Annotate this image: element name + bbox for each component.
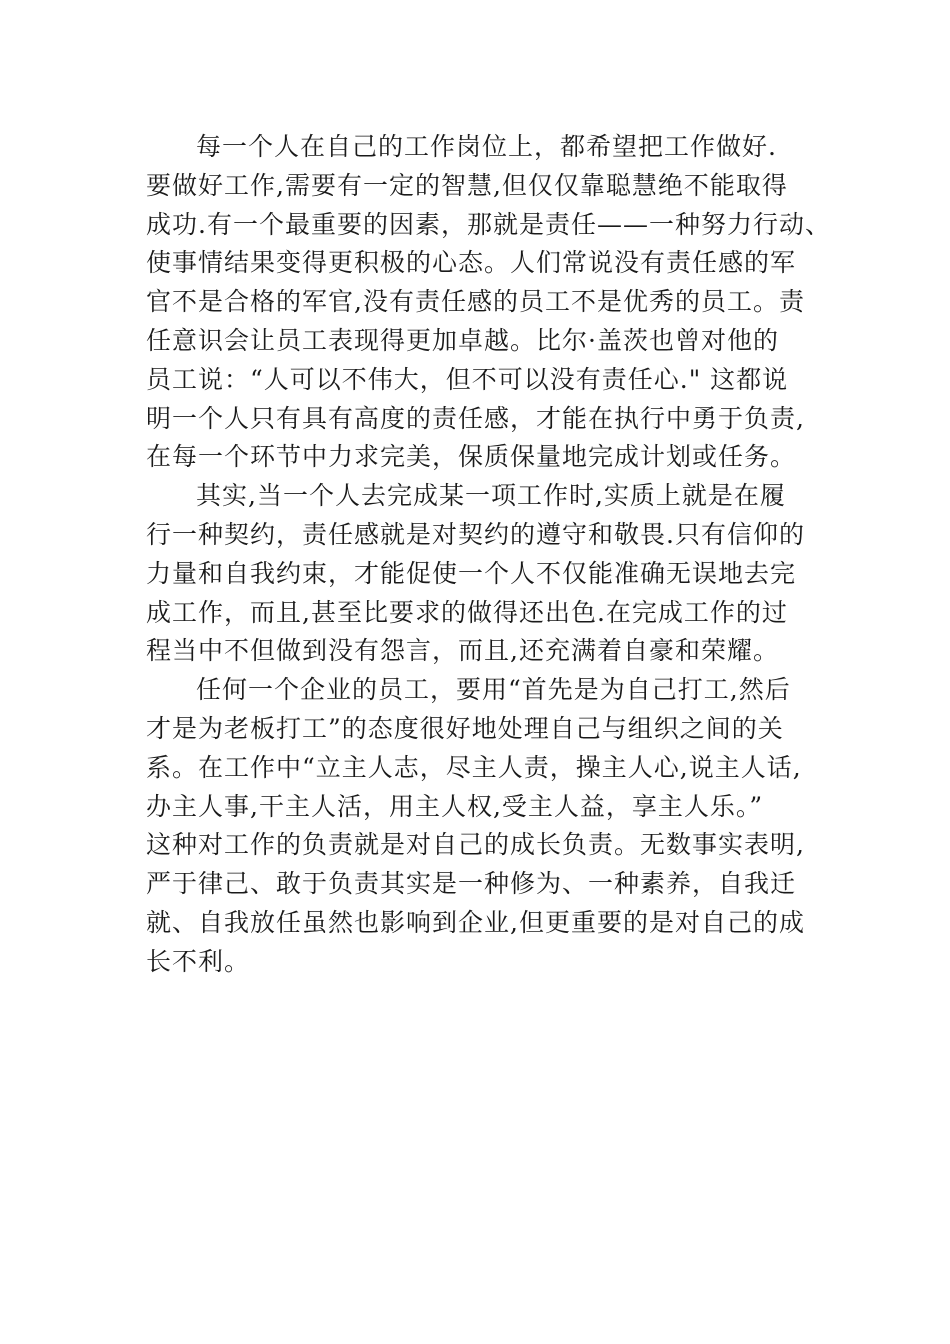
paragraph-2 — [146, 477, 826, 671]
paragraph-1 — [146, 128, 831, 477]
text-line: 员工说：“人可以不伟大，但不可以没有责任心." 这都说 — [146, 364, 789, 394]
text-line: 系。在工作中“立主人志，尽主人责，操主人心,说主人话, — [146, 752, 802, 782]
text-line: 官不是合格的军官,没有责任感的员工不是优秀的员工。责 — [146, 287, 805, 317]
text-line: 行一种契约，责任感就是对契约的遵守和敬畏.只有信仰的 — [146, 519, 805, 549]
text-line: 才是为老板打工”的态度很好地处理自己与组织之间的关 — [146, 713, 784, 743]
text-line: 就、自我放任虽然也影响到企业,但更重要的是对自己的成 — [146, 907, 805, 937]
text-line: 每一个人在自己的工作岗位上，都希望把工作做好. — [196, 132, 777, 161]
text-line: 其实,当一个人去完成某一项工作时,实质上就是在履 — [196, 481, 786, 511]
text-line: 明一个人只有具有高度的责任感，才能在执行中勇于负责, — [146, 403, 805, 433]
text-line: 要做好工作,需要有一定的智慧,但仅仅靠聪慧绝不能取得 — [146, 170, 788, 200]
text-line: 成功.有一个最重要的因素，那就是责任——一种努力行动、 — [146, 209, 831, 239]
text-line: 这种对工作的负责就是对自己的成长负责。无数事实表明, — [146, 830, 805, 860]
text-line: 成工作，而且,甚至比要求的做得还出色.在完成工作的过 — [146, 597, 788, 627]
document-body — [146, 128, 831, 982]
text-line: 长不利。 — [146, 946, 251, 976]
text-line: 办主人事,干主人活，用主人权,受主人益，享主人乐。” — [146, 791, 764, 821]
paragraph-3 — [146, 671, 826, 981]
text-line: 任何一个企业的员工，要用“首先是为自己打工,然后 — [196, 675, 791, 705]
text-line: 力量和自我约束，才能促使一个人不仅能准确无误地去完 — [146, 558, 797, 588]
text-line: 使事情结果变得更积极的心态。人们常说没有责任感的军 — [146, 248, 797, 278]
text-line: 严于律己、敢于负责其实是一种修为、一种素养，自我迁 — [146, 869, 797, 899]
text-line: 在每一个环节中力求完美，保质保量地完成计划或任务。 — [146, 442, 797, 472]
text-line: 程当中不但做到没有怨言，而且,还充满着自豪和荣耀。 — [146, 636, 779, 666]
text-line: 任意识会让员工表现得更加卓越。比尔·盖茨也曾对他的 — [146, 325, 779, 355]
